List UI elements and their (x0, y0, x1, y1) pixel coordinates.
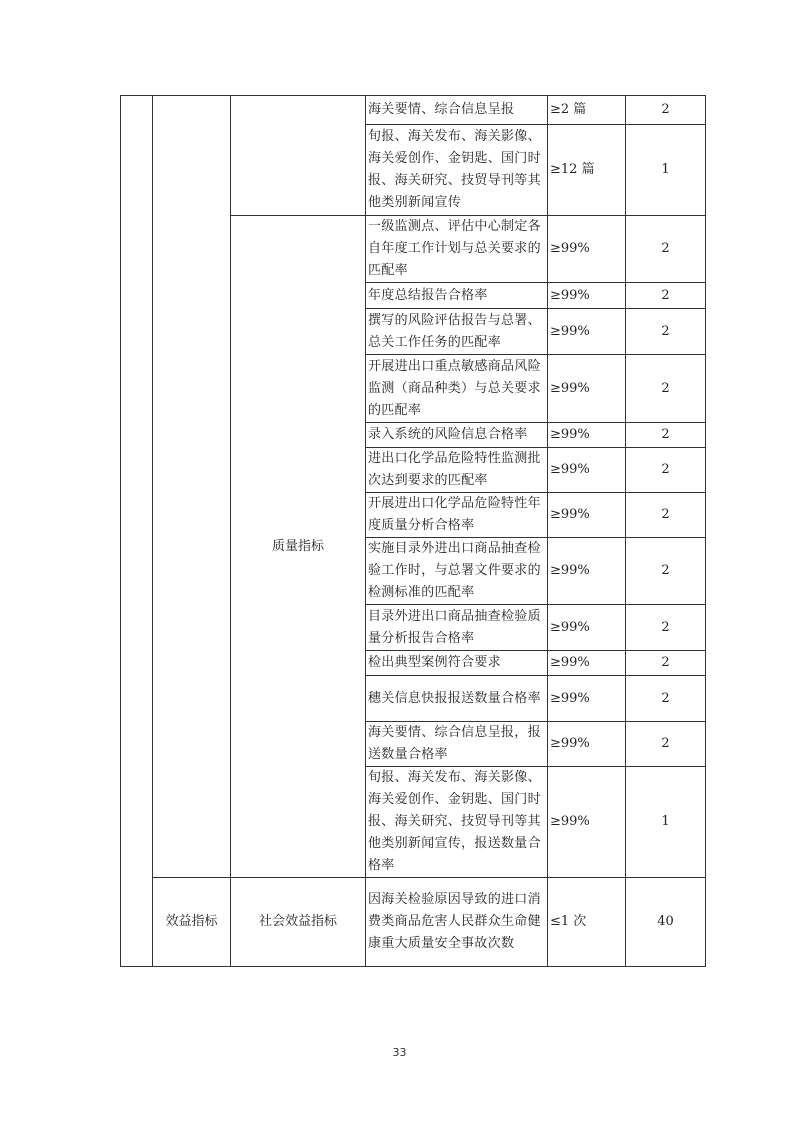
indicator-cell: 进出口化学品危险特性监测批次达到要求的匹配率 (366, 448, 548, 493)
standard-cell: ≥99% (548, 355, 626, 423)
performance-indicator-table (120, 95, 706, 967)
indicator-cell: 撰写的风险评估报告与总署、总关工作任务的匹配率 (366, 309, 548, 355)
standard-cell: ≥99% (548, 722, 626, 767)
standard-cell: ≤1 次 (548, 878, 626, 967)
indicator-cell: 旬报、海关发布、海关影像、海关爱创作、金钥匙、国门时报、海关研究、技贸导刊等其他类别新闻宣传 (366, 125, 548, 216)
score-cell: 1 (626, 125, 706, 216)
indicator-cell: 海关要情、综合信息呈报 (366, 96, 548, 125)
page-number: 33 (392, 1046, 407, 1059)
indicator-cell: 开展进出口化学品危险特性年度质量分析合格率 (366, 493, 548, 538)
standard-cell: ≥99% (548, 423, 626, 448)
indicator-cell: 因海关检验原因导致的进口消费类商品危害人民群众生命健康重大质量安全事故次数 (366, 878, 548, 967)
indicator-cell: 实施目录外进出口商品抽查检验工作时，与总署文件要求的检测标准的匹配率 (366, 538, 548, 605)
table-row (121, 878, 706, 967)
score-cell: 1 (626, 767, 706, 878)
standard-cell: ≥2 篇 (548, 96, 626, 125)
indicator-cell: 录入系统的风险信息合格率 (366, 423, 548, 448)
quality-indicator-label: 质量指标 (231, 216, 366, 878)
score-cell: 2 (626, 605, 706, 651)
score-cell: 2 (626, 283, 706, 309)
indicator-cell: 年度总结报告合格率 (366, 283, 548, 309)
standard-cell: ≥99% (548, 676, 626, 722)
standard-cell: ≥99% (548, 651, 626, 676)
standard-cell: ≥99% (548, 309, 626, 355)
score-cell: 2 (626, 676, 706, 722)
indicator-cell: 海关要情、综合信息呈报，报送数量合格率 (366, 722, 548, 767)
standard-cell: ≥99% (548, 283, 626, 309)
score-cell: 2 (626, 722, 706, 767)
indicator-cell: 一级监测点、评估中心制定各自年度工作计划与总关要求的匹配率 (366, 216, 548, 283)
standard-cell: ≥99% (548, 448, 626, 493)
score-cell: 2 (626, 309, 706, 355)
standard-cell: ≥99% (548, 493, 626, 538)
social-benefit-indicator-label: 社会效益指标 (231, 878, 366, 967)
standard-cell: ≥99% (548, 216, 626, 283)
benefit-indicator-label: 效益指标 (153, 878, 231, 967)
indicator-cell: 目录外进出口商品抽查检验质量分析报告合格率 (366, 605, 548, 651)
score-cell: 2 (626, 96, 706, 125)
score-cell: 2 (626, 651, 706, 676)
score-cell: 2 (626, 493, 706, 538)
score-cell: 40 (626, 878, 706, 967)
score-cell: 2 (626, 216, 706, 283)
indicator-cell: 检出典型案例符合要求 (366, 651, 548, 676)
level1-cell-empty (121, 96, 153, 967)
score-cell: 2 (626, 423, 706, 448)
level3-cell-empty (231, 96, 366, 216)
indicator-cell: 旬报、海关发布、海关影像、海关爱创作、金钥匙、国门时报、海关研究、技贸导刊等其他类别新闻宣传，报送数量合格率 (366, 767, 548, 878)
score-cell: 2 (626, 448, 706, 493)
standard-cell: ≥12 篇 (548, 125, 626, 216)
level2-cell-empty (153, 96, 231, 878)
indicator-cell: 穗关信息快报报送数量合格率 (366, 676, 548, 722)
score-cell: 2 (626, 355, 706, 423)
score-cell: 2 (626, 538, 706, 605)
standard-cell: ≥99% (548, 767, 626, 878)
standard-cell: ≥99% (548, 538, 626, 605)
table-row (121, 96, 706, 125)
indicator-cell: 开展进出口重点敏感商品风险监测（商品种类）与总关要求的匹配率 (366, 355, 548, 423)
standard-cell: ≥99% (548, 605, 626, 651)
